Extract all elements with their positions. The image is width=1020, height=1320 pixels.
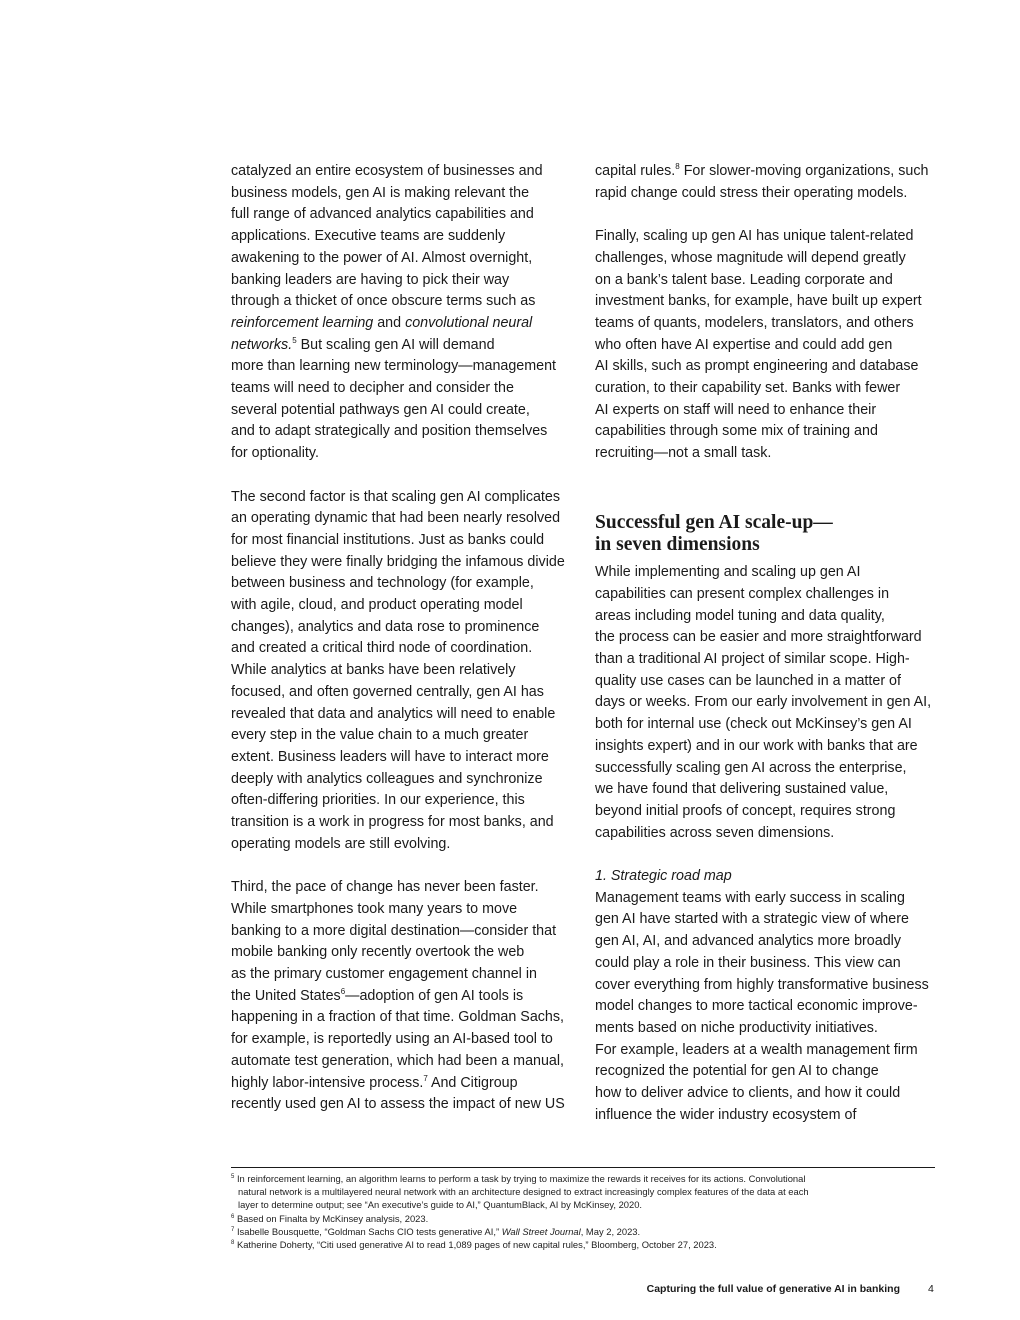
- text-line: [595, 161, 940, 183]
- section-heading: [595, 512, 940, 556]
- text-line: we have found that delivering sustained value,: [595, 781, 889, 798]
- text-line: While analytics at banks have been relatively: [231, 662, 516, 679]
- text-line: days or weeks. From our early involvement in gen AI,: [595, 694, 932, 711]
- text-line: For example, leaders at a wealth management firm: [595, 1041, 918, 1058]
- text-line: curation, to their capability set. Banks with fewer: [595, 380, 901, 397]
- text-line: for optionality.: [231, 445, 319, 462]
- text-line: teams will need to decipher and consider the: [231, 380, 514, 397]
- footnote-text: Katherine Doherty, “Citi used generative AI to read 1,089 pages of new capital rules,” Bloomberg, October 27, 2023.: [236, 1239, 717, 1251]
- text-fragment: But scaling gen AI will demand: [296, 336, 495, 353]
- footnote-ref-7[interactable]: 7: [423, 1073, 428, 1083]
- text-fragment: highly labor-intensive process.: [231, 1074, 424, 1091]
- text-line: between business and technology (for example,: [231, 575, 534, 592]
- footer-report-title: Capturing the full value of generative AI in banking: [646, 1283, 900, 1295]
- footnote-5: [231, 1172, 935, 1185]
- text-line: [231, 313, 581, 335]
- term-convolutional-neural: convolutional neural: [405, 314, 533, 331]
- text-line: While implementing and scaling up gen AI: [595, 564, 861, 581]
- text-line: influence the wider industry ecosystem of: [595, 1106, 857, 1123]
- text-line: rapid change could stress their operating models.: [595, 184, 908, 201]
- footnote-ref-5[interactable]: 5: [292, 335, 297, 345]
- text-line: insights expert) and in our work with banks that are: [595, 737, 918, 754]
- text-line: full range of advanced analytics capabilities and: [231, 206, 534, 223]
- text-line: investment banks, for example, have built up expert: [595, 293, 922, 310]
- text-line: deeply with analytics colleagues and synchronize: [231, 770, 543, 787]
- text-fragment: the United States: [231, 987, 341, 1004]
- text-line: extent. Business leaders will have to interact more: [231, 748, 549, 765]
- text-line: business models, gen AI is making relevant the: [231, 184, 530, 201]
- text-line: teams of quants, modelers, translators, and others: [595, 314, 914, 331]
- paragraph-second-factor: [231, 487, 581, 856]
- text-line: Management teams with early success in scaling: [595, 889, 905, 906]
- text-line: catalyzed an entire ecosystem of businesses and: [231, 163, 543, 179]
- paragraph-ecosystem: [231, 161, 581, 465]
- footnote-text: Isabelle Bousquette, “Goldman Sachs CIO tests generative AI,”: [236, 1225, 502, 1237]
- text-line: Third, the pace of change has never been faster.: [231, 879, 539, 896]
- text-line: recently used gen AI to assess the impact of new US: [231, 1096, 565, 1113]
- text-line: banking leaders are having to pick their way: [231, 271, 510, 288]
- footnotes: [231, 1172, 935, 1251]
- text-line: capabilities across seven dimensions.: [595, 824, 835, 841]
- text-line: recruiting—not a small task.: [595, 445, 772, 462]
- text-line: more than learning new terminology—management: [231, 358, 557, 375]
- text-line: gen AI have started with a strategic view of where: [595, 911, 909, 928]
- footnote-text: In reinforcement learning, an algorithm learns to perform a task by trying to maximize the rewards it receives for its actions. Convolutional: [236, 1173, 806, 1184]
- subheading-strategic-road-map: 1. Strategic road map: [595, 868, 732, 885]
- text-line: than a traditional AI project of similar scope. High-: [595, 651, 910, 668]
- text-line: as the primary customer engagement channel in: [231, 965, 537, 982]
- footnote-number: 5: [231, 1174, 235, 1180]
- term-reinforcement-learning: reinforcement learning: [231, 314, 374, 331]
- footnote-8: [231, 1238, 935, 1251]
- text-line: automate test generation, which had been a manual,: [231, 1052, 565, 1069]
- paragraph-talent: [595, 226, 940, 465]
- text-line: The second factor is that scaling gen AI complicates: [231, 488, 561, 505]
- text-line: [231, 986, 581, 1008]
- text-line: Finally, scaling up gen AI has unique talent-related: [595, 228, 914, 245]
- text-line: every step in the value chain to a much greater: [231, 727, 529, 744]
- footnote-5-continued: natural network is a multilayered neural network with an architecture designed to extract increasingly complex features of the data at each: [238, 1186, 809, 1198]
- text-line: with agile, cloud, and product operating model: [231, 597, 523, 614]
- footnote-7: [231, 1225, 935, 1238]
- text-line: challenges, whose magnitude will depend greatly: [595, 249, 906, 266]
- text-line: AI skills, such as prompt engineering and database: [595, 358, 919, 375]
- conjunction: and: [373, 314, 406, 331]
- heading-line: in seven dimensions: [595, 534, 760, 556]
- text-line: for most financial institutions. Just as banks could: [231, 531, 545, 548]
- text-line: revealed that data and analytics will need to enable: [231, 705, 556, 722]
- page-number: 4: [928, 1283, 934, 1295]
- paragraph-strategic-road-map: [595, 888, 940, 1127]
- text-line: and to adapt strategically and position themselves: [231, 423, 548, 440]
- publication-name: Wall Street Journal: [501, 1225, 581, 1237]
- text-fragment: And Citigroup: [427, 1074, 518, 1091]
- text-line: focused, and often governed centrally, gen AI has: [231, 683, 544, 700]
- text-line: for example, is reportedly using an AI-based tool to: [231, 1031, 553, 1048]
- footnote-number: 8: [231, 1240, 235, 1247]
- heading-line: Successful gen AI scale-up—: [595, 512, 833, 534]
- footnote-number: 7: [231, 1226, 235, 1233]
- footnote-ref-6[interactable]: 6: [340, 986, 346, 996]
- text-line: both for internal use (check out McKinsey’s gen AI: [595, 716, 912, 733]
- right-column: [595, 161, 940, 1126]
- text-line: banking to a more digital destination—consider that: [231, 922, 557, 939]
- text-line: gen AI, AI, and advanced analytics more broadly: [595, 933, 901, 950]
- text-fragment: capital rules.: [595, 163, 676, 179]
- footnote-ref-8[interactable]: 8: [675, 162, 680, 171]
- left-column: [231, 161, 581, 1116]
- text-line: cover everything from highly transformative business: [595, 976, 929, 993]
- footnote-text: Based on Finalta by McKinsey analysis, 2023.: [236, 1212, 429, 1224]
- text-line: AI experts on staff will need to enhance their: [595, 401, 877, 418]
- footnote-number: 6: [231, 1213, 235, 1220]
- text-line: several potential pathways gen AI could create,: [231, 401, 530, 418]
- text-line: transition is a work in progress for most banks, and: [231, 814, 554, 831]
- text-line: on a bank’s talent base. Leading corporate and: [595, 271, 893, 288]
- text-line: applications. Executive teams are suddenly: [231, 228, 506, 245]
- text-line: often-differing priorities. In our experience, this: [231, 792, 525, 809]
- text-line: through a thicket of once obscure terms such as: [231, 293, 536, 310]
- text-line: believe they were finally bridging the infamous divide: [231, 553, 565, 570]
- paragraph-pace-of-change: [231, 877, 581, 1116]
- text-line: an operating dynamic that had been nearly resolved: [231, 510, 561, 527]
- text-line: [231, 335, 581, 357]
- text-line: mobile banking only recently overtook the web: [231, 944, 525, 961]
- text-line: could play a role in their business. This view can: [595, 954, 901, 971]
- text-line: [231, 1073, 581, 1095]
- text-line: capabilities through some mix of training and: [595, 423, 878, 440]
- text-line: happening in a fraction of that time. Goldman Sachs,: [231, 1009, 564, 1026]
- text-line: operating models are still evolving.: [231, 835, 451, 852]
- text-line: how to deliver advice to clients, and how it could: [595, 1085, 901, 1102]
- footnote-text: , May 2, 2023.: [580, 1225, 641, 1237]
- footnote-6: [231, 1212, 935, 1225]
- text-line: areas including model tuning and data quality,: [595, 607, 885, 624]
- text-line: recognized the potential for gen AI to change: [595, 1063, 879, 1080]
- text-line: ments based on niche productivity initiatives.: [595, 1019, 878, 1036]
- text-line: awakening to the power of AI. Almost overnight,: [231, 249, 533, 266]
- text-line: model changes to more tactical economic improve-: [595, 998, 918, 1015]
- text-line: the process can be easier and more straightforward: [595, 629, 922, 646]
- text-line: capabilities can present complex challenges in: [595, 585, 890, 602]
- text-line: While smartphones took many years to move: [231, 900, 518, 917]
- footnote-5-continued: layer to determine output; see “An executive’s guide to AI,” QuantumBlack, AI by McKinsey, 2020.: [238, 1199, 643, 1211]
- term-networks: networks.: [231, 336, 293, 353]
- text-line: beyond initial proofs of concept, requires strong: [595, 802, 896, 819]
- footnote-divider: [231, 1167, 935, 1168]
- text-line: and created a critical third node of coordination.: [231, 640, 533, 657]
- text-fragment: For slower-moving organizations, such: [679, 163, 929, 179]
- text-line: changes), analytics and data rose to prominence: [231, 618, 540, 635]
- text-line: who often have AI expertise and could add gen: [595, 336, 893, 353]
- paragraph-capital-rules: [595, 161, 940, 204]
- text-fragment: —adoption of gen AI tools is: [345, 987, 524, 1004]
- paragraph-intro-dimensions: [595, 562, 940, 844]
- text-line: successfully scaling gen AI across the enterprise,: [595, 759, 907, 776]
- text-line: quality use cases can be launched in a matter of: [595, 672, 901, 689]
